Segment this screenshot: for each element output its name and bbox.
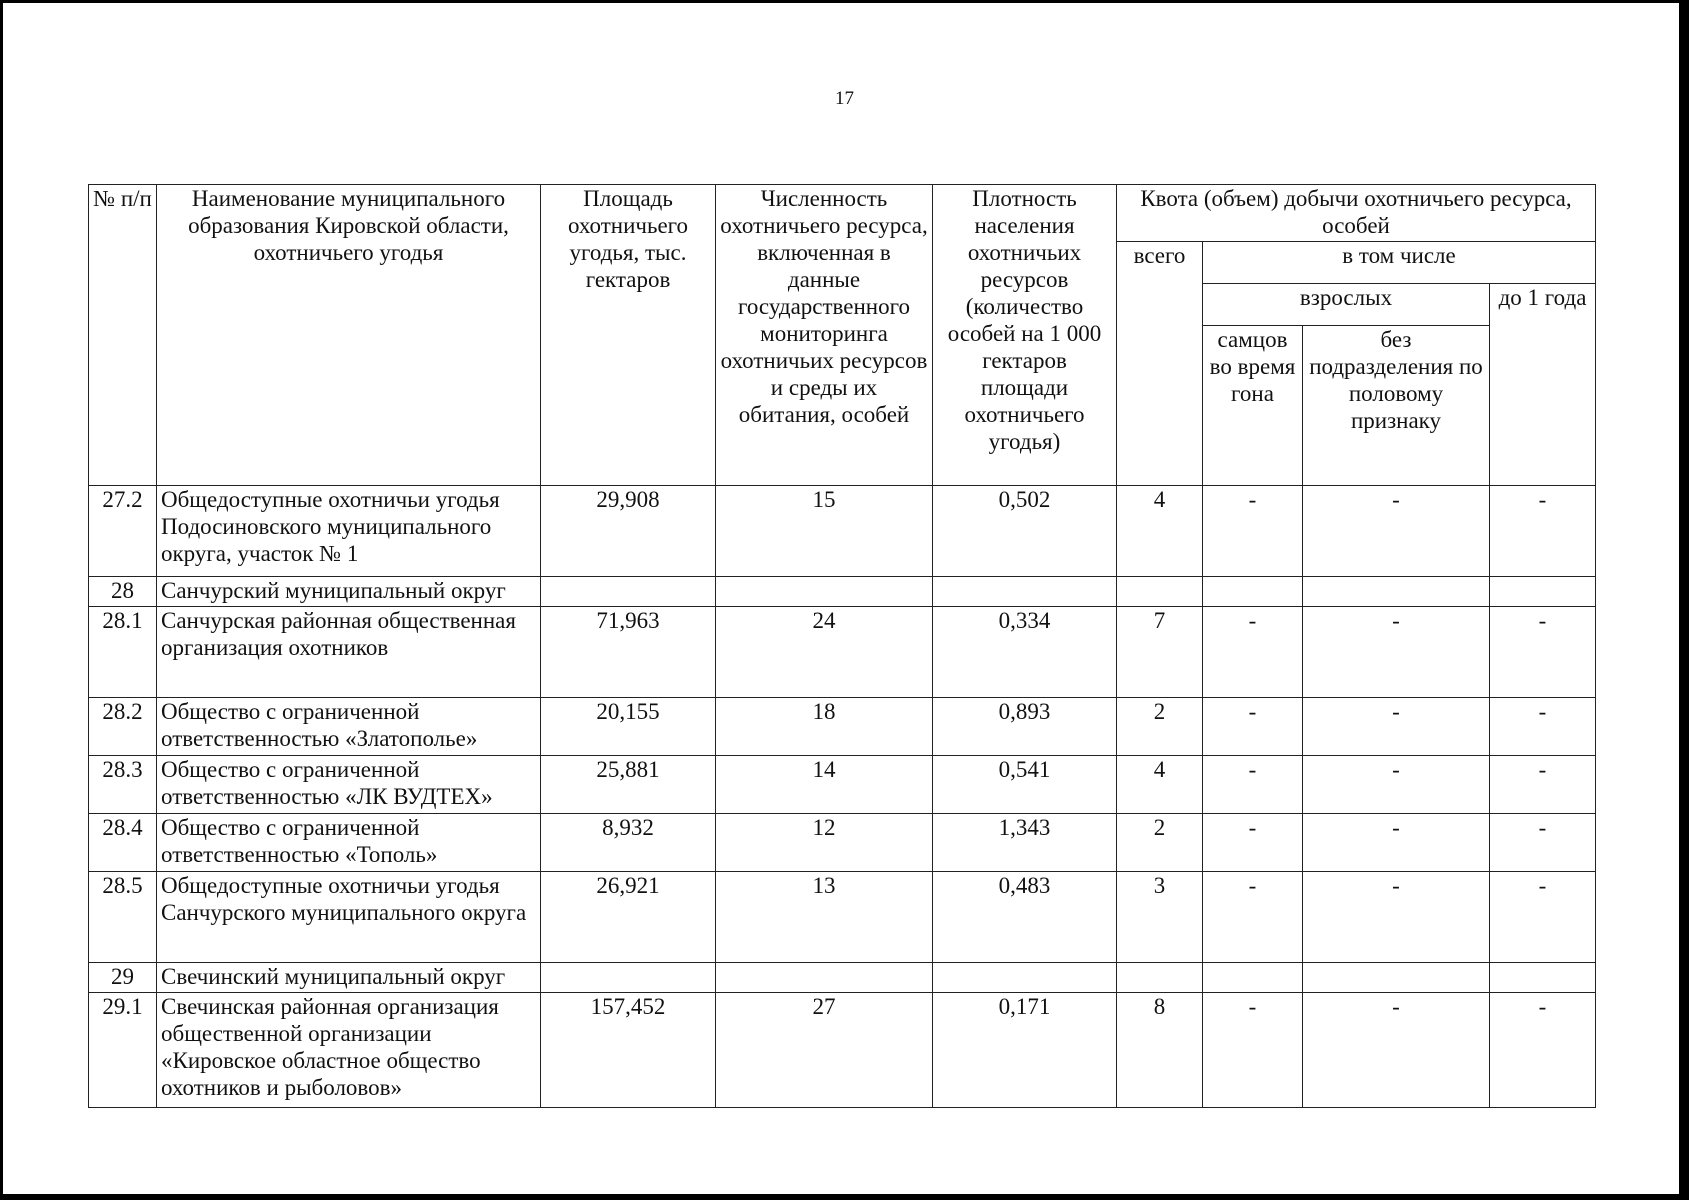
- cell-nosex: -: [1303, 756, 1490, 814]
- cell-area: 25,881: [541, 756, 716, 814]
- cell-total: 7: [1117, 607, 1203, 698]
- cell-area: 26,921: [541, 872, 716, 963]
- cell-young: [1490, 963, 1596, 993]
- cell-young: -: [1490, 872, 1596, 963]
- cell-males: -: [1203, 993, 1303, 1108]
- cell-area: 20,155: [541, 698, 716, 756]
- cell-density: [933, 963, 1117, 993]
- cell-count: 18: [716, 698, 933, 756]
- table-row: [89, 963, 1596, 993]
- cell-nosex: -: [1303, 607, 1490, 698]
- cell-density: 0,893: [933, 698, 1117, 756]
- quota-table: [88, 184, 1596, 1108]
- cell-nosex: -: [1303, 698, 1490, 756]
- header-density: Плотность населения охотничьих ресурсов (количество особей на 1 000 гектаров площади охотничьего угодья): [933, 185, 1117, 486]
- page-number: 17: [835, 88, 854, 109]
- cell-count: 14: [716, 756, 933, 814]
- table-row: [89, 872, 1596, 963]
- cell-nosex: -: [1303, 814, 1490, 872]
- cell-nosex: -: [1303, 486, 1490, 577]
- cell-count: 15: [716, 486, 933, 577]
- cell-young: -: [1490, 756, 1596, 814]
- header-males-during-rut: самцов во время гона: [1203, 326, 1303, 486]
- cell-name: Свечинский муниципальный округ: [157, 963, 541, 993]
- cell-young: -: [1490, 486, 1596, 577]
- cell-count: 27: [716, 993, 933, 1108]
- cell-area: 71,963: [541, 607, 716, 698]
- cell-name: Общество с ограниченной ответственностью «ЛК ВУДТЕХ»: [157, 756, 541, 814]
- cell-males: [1203, 963, 1303, 993]
- cell-total: 3: [1117, 872, 1203, 963]
- cell-young: [1490, 577, 1596, 607]
- cell-males: -: [1203, 486, 1303, 577]
- cell-area: 29,908: [541, 486, 716, 577]
- cell-name: Санчурская районная общественная организация охотников: [157, 607, 541, 698]
- cell-young: -: [1490, 607, 1596, 698]
- table-row: [89, 577, 1596, 607]
- cell-total: [1117, 577, 1203, 607]
- cell-count: [716, 577, 933, 607]
- header-including: в том числе: [1203, 242, 1596, 284]
- cell-num: 28.3: [89, 756, 157, 814]
- cell-name: Общедоступные охотничьи угодья Санчурского муниципального округа: [157, 872, 541, 963]
- cell-count: 12: [716, 814, 933, 872]
- cell-total: 8: [1117, 993, 1203, 1108]
- cell-total: 4: [1117, 486, 1203, 577]
- cell-density: 0,502: [933, 486, 1117, 577]
- cell-density: 0,541: [933, 756, 1117, 814]
- header-under-1-year: до 1 года: [1490, 284, 1596, 486]
- table-row: [89, 756, 1596, 814]
- cell-name: Общедоступные охотничьи угодья Подосиновского муниципального округа, участок № 1: [157, 486, 541, 577]
- cell-total: 4: [1117, 756, 1203, 814]
- cell-nosex: -: [1303, 872, 1490, 963]
- cell-males: -: [1203, 814, 1303, 872]
- cell-num: 27.2: [89, 486, 157, 577]
- cell-density: 0,171: [933, 993, 1117, 1108]
- header-num: № п/п: [89, 185, 157, 486]
- cell-name: Общество с ограниченной ответственностью «Тополь»: [157, 814, 541, 872]
- cell-total: 2: [1117, 814, 1203, 872]
- cell-nosex: [1303, 963, 1490, 993]
- header-area: Площадь охотничьего угодья, тыс. гектаров: [541, 185, 716, 486]
- cell-total: [1117, 963, 1203, 993]
- header-name: Наименование муниципального образования Кировской области, охотничьего угодья: [157, 185, 541, 486]
- header-total: всего: [1117, 242, 1203, 486]
- cell-count: 13: [716, 872, 933, 963]
- cell-area: 8,932: [541, 814, 716, 872]
- cell-total: 2: [1117, 698, 1203, 756]
- table-row: [89, 486, 1596, 577]
- cell-males: -: [1203, 872, 1303, 963]
- cell-num: 28.1: [89, 607, 157, 698]
- header-count: Численность охотничьего ресурса, включенная в данные государственного мониторинга охотничьих ресурсов и среды их обитания, особей: [716, 185, 933, 486]
- cell-density: 0,483: [933, 872, 1117, 963]
- cell-males: [1203, 577, 1303, 607]
- cell-young: -: [1490, 993, 1596, 1108]
- cell-area: [541, 577, 716, 607]
- cell-num: 28.5: [89, 872, 157, 963]
- cell-num: 29: [89, 963, 157, 993]
- cell-num: 29.1: [89, 993, 157, 1108]
- table-row: [89, 814, 1596, 872]
- cell-density: 0,334: [933, 607, 1117, 698]
- cell-name: Санчурский муниципальный округ: [157, 577, 541, 607]
- header-quota: Квота (объем) добычи охотничьего ресурса, особей: [1117, 185, 1596, 242]
- header-without-sex-division: без подразделения по половому признаку: [1303, 326, 1490, 486]
- cell-nosex: [1303, 577, 1490, 607]
- cell-num: 28: [89, 577, 157, 607]
- cell-males: -: [1203, 607, 1303, 698]
- table-row: [89, 698, 1596, 756]
- cell-num: 28.4: [89, 814, 157, 872]
- cell-area: 157,452: [541, 993, 716, 1108]
- cell-density: [933, 577, 1117, 607]
- table-row: [89, 993, 1596, 1108]
- cell-name: Свечинская районная организация общественной организации «Кировское областное общество охотников и рыболовов»: [157, 993, 541, 1108]
- cell-nosex: -: [1303, 993, 1490, 1108]
- cell-count: 24: [716, 607, 933, 698]
- table-row: [89, 607, 1596, 698]
- cell-young: -: [1490, 814, 1596, 872]
- cell-num: 28.2: [89, 698, 157, 756]
- cell-young: -: [1490, 698, 1596, 756]
- cell-count: [716, 963, 933, 993]
- cell-males: -: [1203, 756, 1303, 814]
- cell-density: 1,343: [933, 814, 1117, 872]
- cell-area: [541, 963, 716, 993]
- header-adults: взрослых: [1203, 284, 1490, 326]
- cell-name: Общество с ограниченной ответственностью «Златополье»: [157, 698, 541, 756]
- cell-males: -: [1203, 698, 1303, 756]
